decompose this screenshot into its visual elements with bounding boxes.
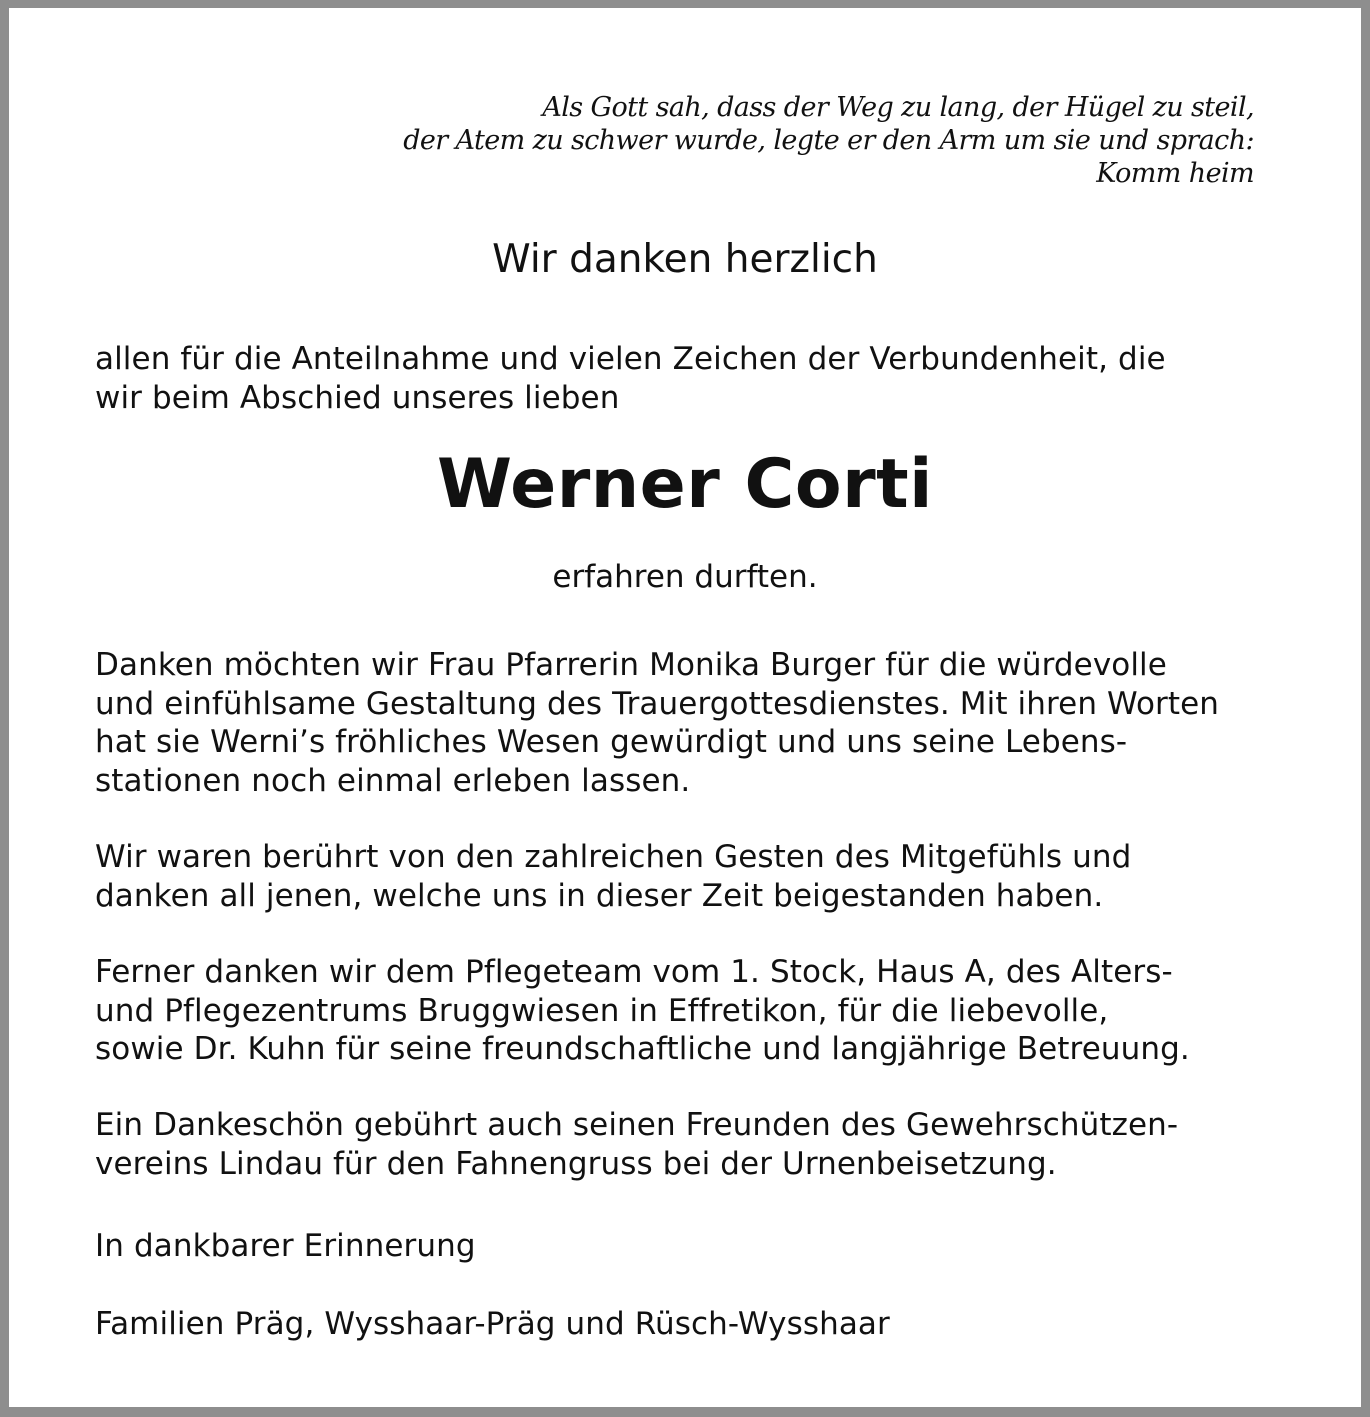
text-line: wir beim Abschied unseres lieben <box>95 379 620 416</box>
text-line: stationen noch einmal erleben lassen. <box>95 762 691 799</box>
text-line: Ferner danken wir dem Pflegeteam vom 1. Stock, Haus A, des Alters- <box>95 954 1173 990</box>
text-line: In dankbarer Erinnerung <box>95 1228 476 1264</box>
text-line: sowie Dr. Kuhn für seine freundschaftliche und langjährige Betreuung. <box>95 1031 1190 1067</box>
text-line: und Pflegezentrums Bruggwiesen in Effretikon, für die liebevolle, <box>95 992 1109 1029</box>
intro-end: erfahren durften. <box>552 559 818 595</box>
text-line: Familien Präg, Wysshaar-Präg und Rüsch-Wysshaar <box>95 1306 890 1342</box>
paragraph-club <box>95 1106 1295 1183</box>
text-line: Danken möchten wir Frau Pfarrerin Monika Burger für die würdevolle <box>95 647 1167 683</box>
motto-line: Komm heim <box>1096 158 1254 189</box>
motto-quote <box>403 91 1254 190</box>
motto-line: Als Gott sah, dass der Weg zu lang, der Hügel zu steil, <box>542 92 1254 123</box>
text-line: Wir waren berührt von den zahlreichen Gesten des Mitgefühls und <box>95 839 1132 875</box>
thanks-heading: Wir danken herzlich <box>492 237 878 282</box>
text-line: allen für die Anteilnahme und vielen Zeichen der Verbundenheit, die <box>95 341 1166 377</box>
obituary-card <box>9 8 1361 1407</box>
intro-paragraph <box>95 340 1295 417</box>
text-line: und einfühlsame Gestaltung des Trauergottesdienstes. Mit ihren Worten <box>95 685 1220 722</box>
text-line: vereins Lindau für den Fahnengruss bei der Urnenbeisetzung. <box>95 1145 1057 1182</box>
closing-line <box>95 1227 1295 1266</box>
deceased-name: Werner Corti <box>437 445 933 524</box>
paragraph-pastor <box>95 646 1295 800</box>
text-line: hat sie Werni’s fröhliches Wesen gewürdigt und uns seine Lebens- <box>95 724 1128 760</box>
paragraph-gestures <box>95 838 1295 915</box>
text-line: danken all jenen, welche uns in dieser Zeit beigestanden haben. <box>95 877 1104 914</box>
family-signature <box>95 1305 1295 1344</box>
paragraph-care-team <box>95 953 1295 1069</box>
text-line: Ein Dankeschön gebührt auch seinen Freunden des Gewehrschützen- <box>95 1107 1179 1143</box>
motto-line: der Atem zu schwer wurde, legte er den Arm um sie und sprach: <box>403 125 1254 156</box>
